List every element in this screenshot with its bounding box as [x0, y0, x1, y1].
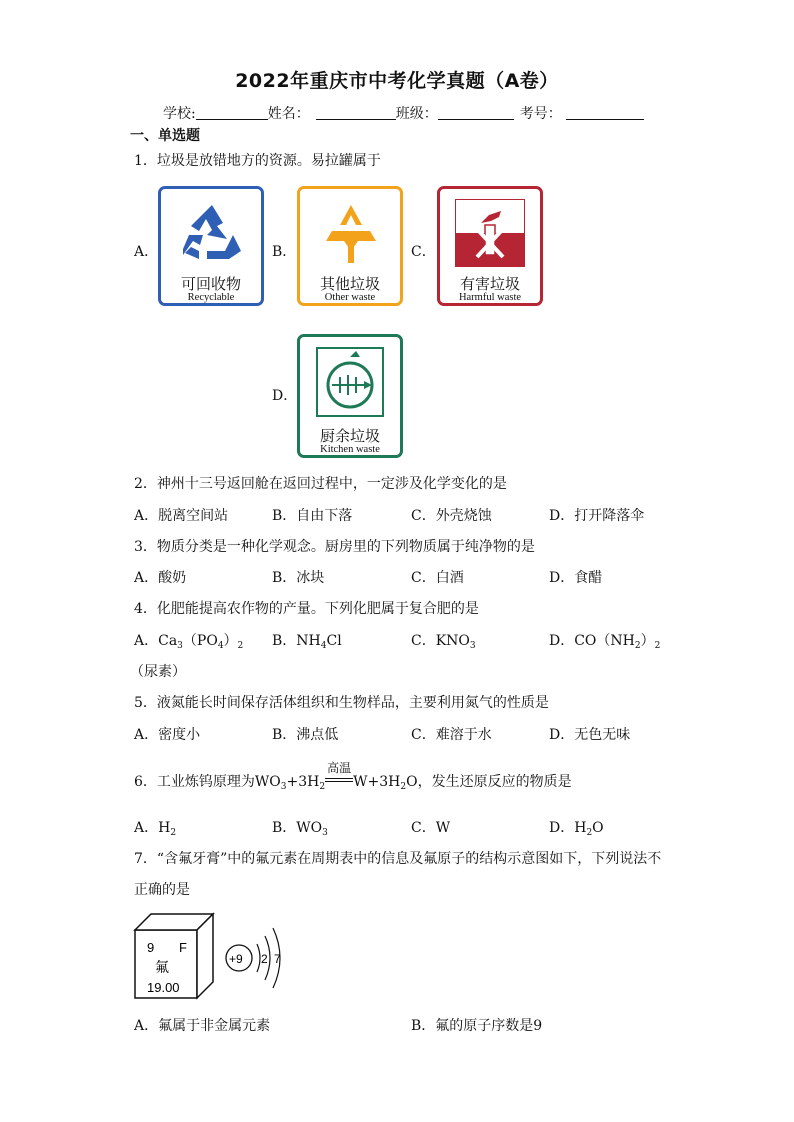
- q4-option-d-note: （尿素）: [130, 664, 186, 680]
- question-7-line-1: 7．“含氟牙膏”中的氟元素在周期表中的信息及氟原子的结构示意图如下，下列说法不: [134, 851, 662, 867]
- recyclable-bin-sign: [158, 186, 264, 306]
- q4-option-b: B．$NH_4Cl$: [272, 633, 342, 651]
- q1-option-a-label: A．: [134, 244, 159, 260]
- class-blank: [438, 105, 514, 120]
- shell-2-electrons: 7: [274, 952, 281, 966]
- q3-option-b: B．冰块: [272, 570, 325, 586]
- q4-option-d: D．$CO(NH_2)_2$: [549, 633, 661, 651]
- atomic-mass: 19.00: [147, 980, 180, 995]
- q2-option-d: D．打开降落伞: [549, 508, 645, 524]
- q2-option-b: B．自由下落: [272, 508, 353, 524]
- q5-option-b: B．沸点低: [272, 727, 339, 743]
- atomic-number: 9: [147, 940, 155, 955]
- kitchen-waste-icon: [316, 347, 384, 417]
- q5-option-c: C．难溶于水: [411, 727, 492, 743]
- q4-option-a: A．$Ca_3(PO_4)_2$: [134, 633, 244, 651]
- name-label: 姓名：: [267, 106, 310, 122]
- question-3: 3．物质分类是一种化学观念。厨房里的下列物质属于纯净物的是: [134, 539, 535, 555]
- q7-option-a: A．氟属于非金属元素: [134, 1018, 271, 1034]
- school-blank: [196, 105, 268, 120]
- q6-option-d: D．$H_2O$: [549, 820, 604, 838]
- element-name: 氟: [155, 960, 169, 976]
- reaction-condition: 高温: [325, 774, 353, 790]
- q2-option-c: C．外壳烧蚀: [411, 508, 492, 524]
- q5-option-a: A．密度小: [134, 727, 201, 743]
- question-1: 1．垃圾是放错地方的资源。易拉罐属于: [134, 153, 381, 169]
- q6-option-b: B．$WO_3$: [272, 820, 328, 838]
- q3-option-c: C．白酒: [411, 570, 464, 586]
- nucleus-charge: +9: [229, 952, 243, 966]
- q3-option-a: A．酸奶: [134, 570, 187, 586]
- question-6: 6．工业炼钨原理为$WO_3+3H_2$ 高温 $W+3H_2O$，发生还原反应的物质是: [134, 761, 572, 792]
- bin-label-en: Other waste: [324, 292, 376, 303]
- other-waste-bin-sign: [297, 186, 403, 306]
- question-2: 2．神州十三号返回舱在返回过程中，一定涉及化学变化的是: [134, 476, 507, 492]
- q3-option-d: D．食醋: [549, 570, 603, 586]
- atom-structure-diagram: [226, 928, 281, 988]
- class-label: 班级：: [395, 106, 438, 122]
- q6-option-c: C．W: [411, 820, 451, 836]
- school-label: 学校:: [163, 106, 196, 122]
- element-symbol: F: [179, 940, 187, 955]
- question-7-line-2: 正确的是: [134, 882, 190, 898]
- number-label: 考号：: [519, 106, 562, 122]
- q2-option-a: A．脱离空间站: [134, 508, 229, 524]
- bin-label-zh: 其他垃圾: [319, 275, 380, 293]
- q6-option-a: A．$H_2$: [134, 820, 177, 838]
- q1-option-b-label: B．: [272, 244, 297, 260]
- page-title: 2022年重庆市中考化学真题（A卷）: [235, 70, 559, 92]
- q1-option-d-label: D．: [272, 388, 298, 404]
- shell-1-electrons: 2: [261, 952, 268, 966]
- fluorine-diagram: [133, 910, 293, 1002]
- other-waste-icon: [318, 201, 384, 265]
- question-4: 4．化肥能提高农作物的产量。下列化肥属于复合肥的是: [134, 601, 479, 617]
- recycle-icon: [179, 201, 245, 265]
- q4-option-c: C．$KNO_3$: [411, 633, 476, 651]
- kitchen-waste-bin-sign: [297, 334, 403, 458]
- section-heading: 一、单选题: [130, 128, 200, 144]
- name-blank: [316, 105, 396, 120]
- q5-option-d: D．无色无味: [549, 727, 631, 743]
- bin-label-en: Recyclable: [187, 292, 235, 303]
- bin-label-en: Harmful waste: [458, 292, 522, 303]
- bin-label-en: Kitchen waste: [320, 444, 380, 455]
- bin-label-zh: 可回收物: [180, 275, 241, 293]
- harmful-waste-icon: [455, 199, 525, 267]
- q7-option-b: B．氟的原子序数是9: [411, 1018, 543, 1034]
- student-info: [163, 103, 644, 123]
- periodic-table-cell: [135, 914, 213, 998]
- number-blank: [566, 105, 644, 120]
- question-5: 5．液氮能长时间保存活体组织和生物样品，主要利用氮气的性质是: [134, 695, 549, 711]
- harmful-waste-bin-sign: [437, 186, 543, 306]
- bin-label-zh: 厨余垃圾: [319, 427, 380, 445]
- bin-label-zh: 有害垃圾: [459, 275, 520, 293]
- q1-option-c-label: C．: [411, 244, 436, 260]
